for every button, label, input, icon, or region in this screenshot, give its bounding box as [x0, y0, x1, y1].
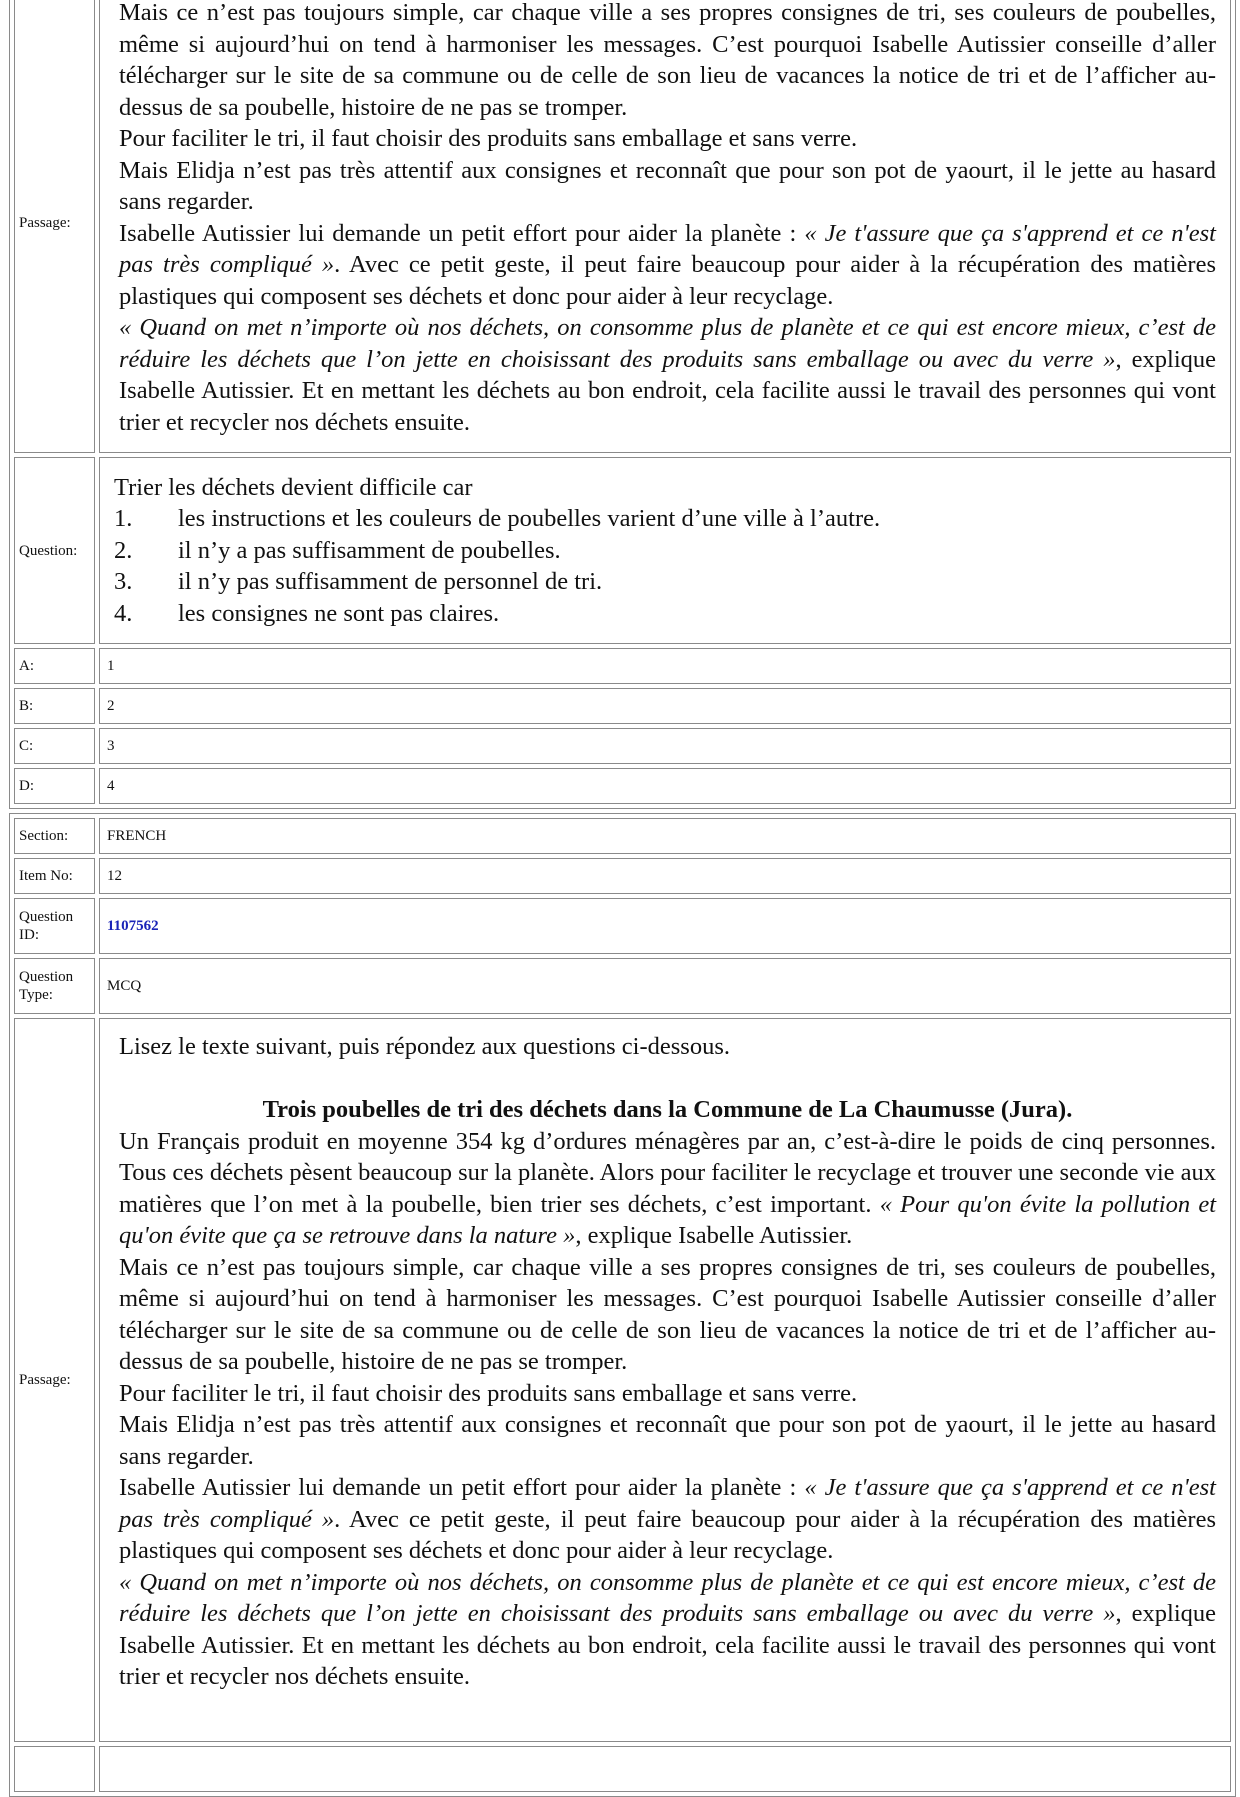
item-no-row — [14, 858, 1231, 894]
passage-text — [99, 0, 1231, 453]
question-item-12 — [9, 813, 1236, 1797]
passage-paragraph: Mais ce n’est pas toujours simple, car chaque ville a ses propres consignes de tri, ses couleurs de poubelles, même si aujourd’hui on tend à harmoniser les messages. C’est pourquoi Isabelle Autissier conseille d’aller télécharger sur le site de sa commune ou de celle de son lieu de vacances la notice de tri et de l’afficher au-dessus de sa poubelle, histoire de ne pas se tromper. — [119, 0, 1216, 121]
answer-label-b: B: — [14, 688, 95, 724]
passage-paragraph: Mais Elidja n’est pas très attentif aux consignes et reconnaît que pour son pot de yaourt, il le jette au hasard sans regarder. — [119, 156, 1216, 215]
passage-paragraph: Pour faciliter le tri, il faut choisir des produits sans emballage et sans verre. — [119, 1379, 858, 1407]
question-type-label: Question Type: — [14, 958, 95, 1014]
answer-row-a — [14, 648, 1231, 684]
answer-value-b: 2 — [99, 688, 1231, 724]
section-value: FRENCH — [99, 818, 1231, 854]
question-label — [14, 1746, 95, 1792]
passage-quote: « Je t'assure que ça s'apprend et ce n'est pas très compliqué » — [119, 219, 1216, 278]
passage-row — [14, 1018, 1231, 1742]
passage-text — [99, 1018, 1231, 1742]
option-item: 2. il n’y a pas suffisamment de poubelles. — [114, 536, 561, 564]
answer-row-c — [14, 728, 1231, 764]
option-item: 3. il n’y pas suffisamment de personnel de tri. — [114, 568, 603, 596]
answer-value-a: 1 — [99, 648, 1231, 684]
option-item: 1. les instructions et les couleurs de poubelles varient d’une ville à l’autre. — [114, 505, 881, 533]
passage-paragraph: Isabelle Autissier lui demande un petit effort pour aider la planète : « Je t'assure que ça s'apprend et ce n'est pas très compliqué ». Avec ce petit geste, il peut faire beaucoup pour aider à la récupération des matières plastiques qui composent ses déchets et donc pour aider à leur recyclage. — [119, 1474, 1216, 1564]
passage-quote: « Quand on met n’importe où nos déchets, on consomme plus de planète et ce qui est encore mieux, c’est de réduire les déchets que l’on jette en choisissant des produits sans emballage ou avec du verre » — [119, 314, 1216, 373]
passage-paragraph: « Quand on met n’importe où nos déchets, on consomme plus de planète et ce qui est encore mieux, c’est de réduire les déchets que l’on jette en choisissant des produits sans emballage ou avec du verre », explique Isabelle Autissier. Et en mettant les déchets au bon endroit, cela facilite aussi le travail des personnes qui vont trier et recycler nos déchets ensuite. — [119, 1568, 1216, 1690]
passage-paragraph: Un Français produit en moyenne 354 kg d’ordures ménagères par an, c’est-à-dire le poids de cinq personnes. Tous ces déchets pèsent beaucoup sur la planète. Alors pour faciliter le recyclage et trouver une seconde vie aux matières que l’on met à la poubelle, bien trier ses déchets, c’est important. « Pour qu'on évite la pollution et qu'on évite que ça se retrouve dans la nature », explique Isabelle Autissier. — [119, 1127, 1216, 1249]
option-item: 4. les consignes ne sont pas claires. — [114, 599, 500, 627]
question-row — [14, 457, 1231, 644]
item-no-value: 12 — [99, 858, 1231, 894]
question-stem: Trier les déchets devient difficile car — [114, 473, 473, 501]
question-item-11 — [9, 0, 1236, 809]
section-label: Section: — [14, 818, 95, 854]
question-text — [99, 1746, 1231, 1792]
passage-quote: « Je t'assure que ça s'apprend et ce n'est pas très compliqué » — [119, 1474, 1216, 1533]
question-text — [99, 457, 1231, 644]
passage-paragraph: « Quand on met n’importe où nos déchets, on consomme plus de planète et ce qui est encore mieux, c’est de réduire les déchets que l’on jette en choisissant des produits sans emballage ou avec du verre », explique Isabelle Autissier. Et en mettant les déchets au bon endroit, cela facilite aussi le travail des personnes qui vont trier et recycler nos déchets ensuite. — [119, 314, 1216, 436]
answer-label-a: A: — [14, 648, 95, 684]
answer-label-d: D: — [14, 768, 95, 804]
question-row — [14, 1746, 1231, 1792]
question-id-row — [14, 898, 1231, 954]
option-list — [114, 503, 1216, 629]
passage-intro: Lisez le texte suivant, puis répondez aux questions ci-dessous. — [119, 1033, 730, 1060]
answer-row-b — [14, 688, 1231, 724]
passage-paragraph: Isabelle Autissier lui demande un petit effort pour aider la planète : « Je t'assure que ça s'apprend et ce n'est pas très compliqué ». Avec ce petit geste, il peut faire beaucoup pour aider à la récupération des matières plastiques qui composent ses déchets et donc pour aider à leur recyclage. — [119, 219, 1216, 310]
question-label: Question: — [14, 457, 95, 644]
question-type-value: MCQ — [99, 958, 1231, 1014]
passage-paragraph: Mais Elidja n’est pas très attentif aux consignes et reconnaît que pour son pot de yaourt, il le jette au hasard sans regarder. — [119, 1411, 1216, 1470]
question-type-row — [14, 958, 1231, 1014]
question-id-label: Question ID: — [14, 898, 95, 954]
passage-paragraph: Mais ce n’est pas toujours simple, car chaque ville a ses propres consignes de tri, ses couleurs de poubelles, même si aujourd’hui on tend à harmoniser les messages. C’est pourquoi Isabelle Autissier conseille d’aller télécharger sur le site de sa commune ou de celle de son lieu de vacances la notice de tri et de l’afficher au-dessus de sa poubelle, histoire de ne pas se tromper. — [119, 1253, 1216, 1375]
passage-title: Trois poubelles de tri des déchets dans la Commune de La Chaumusse (Jura). — [262, 1096, 1073, 1123]
section-row — [14, 818, 1231, 854]
answer-label-c: C: — [14, 728, 95, 764]
passage-row — [14, 0, 1231, 453]
passage-label: Passage: — [14, 1018, 95, 1742]
passage-label: Passage: — [14, 0, 95, 453]
answer-value-c: 3 — [99, 728, 1231, 764]
passage-quote: « Pour qu'on évite la pollution et qu'on évite que ça se retrouve dans la nature » — [119, 1190, 1216, 1249]
answer-value-d: 4 — [99, 768, 1231, 804]
answer-row-d — [14, 768, 1231, 804]
question-id-link[interactable]: 1107562 — [107, 917, 159, 934]
item-no-label: Item No: — [14, 858, 95, 894]
passage-paragraph: Pour faciliter le tri, il faut choisir des produits sans emballage et sans verre. — [119, 125, 858, 152]
passage-quote: « Quand on met n’importe où nos déchets, on consomme plus de planète et ce qui est encore mieux, c’est de réduire les déchets que l’on jette en choisissant des produits sans emballage ou avec du verre » — [119, 1568, 1216, 1627]
